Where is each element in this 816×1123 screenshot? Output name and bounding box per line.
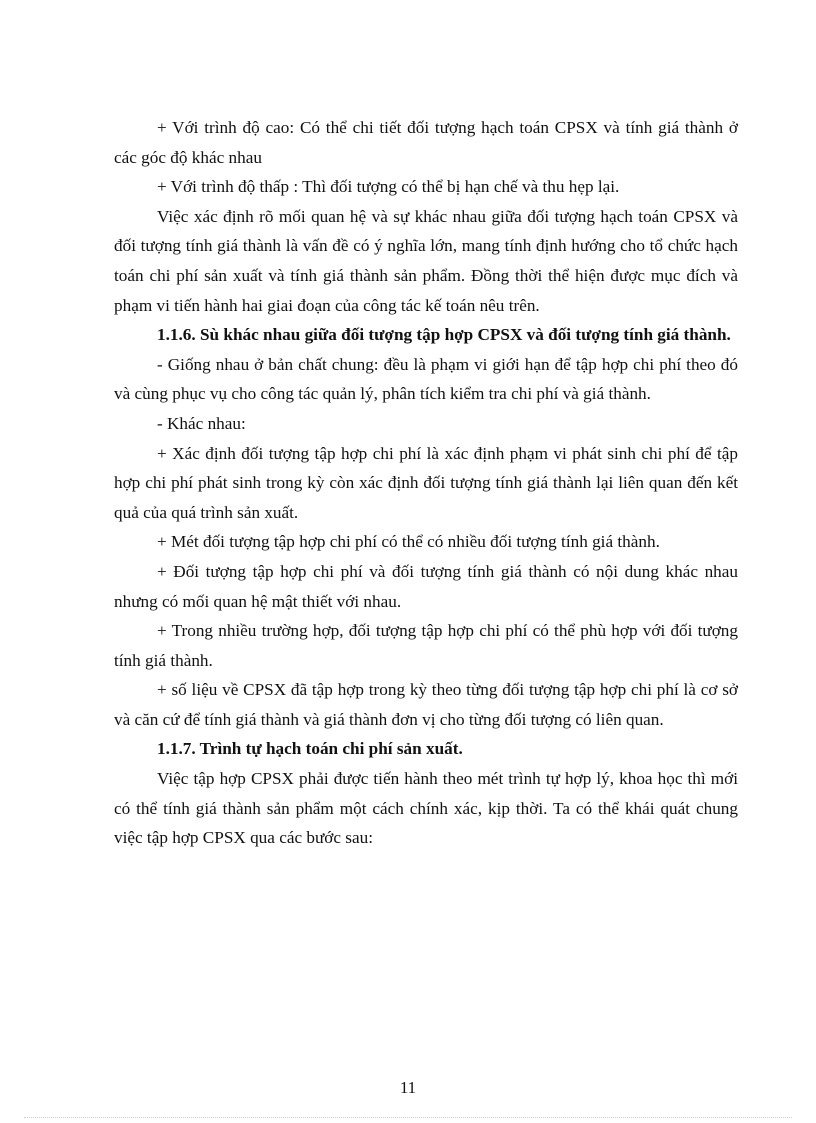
paragraph-similarities: - Giống nhau ở bản chất chung: đều là phạm vi giới hạn để tập hợp chi phí theo đó và cùng phục vụ cho công tác quản lý, phân tích kiểm tra chi phí và giá thành. [114, 354, 738, 404]
page-number: 11 [399, 1078, 417, 1097]
paragraph-low-level: + Với trình độ thấp : Thì đối tượng có thể bị hạn chế và thu hẹp lại. [157, 177, 620, 197]
paragraph-difference-3: + Đối tượng tập hợp chi phí và đối tượng tính giá thành có nội dung khác nhau nhưng có mối quan hệ mật thiết với nhau. [114, 561, 738, 611]
paragraph-difference-2: + Mét đối tượng tập hợp chi phí có thể có nhiều đối tượng tính giá thành. [157, 532, 660, 552]
page-body [114, 113, 738, 853]
paragraph-difference-1: + Xác định đối tượng tập hợp chi phí là xác định phạm vi phát sinh chi phí để tập hợp chi phí phát sinh trong kỳ còn xác định đối tượng tính giá thành lại liên quan đến kết quả của quá trình sản xuất. [114, 443, 738, 522]
paragraph-high-level: + Với trình độ cao: Có thể chi tiết đối tượng hạch toán CPSX và tính giá thành ở các góc độ khác nhau [114, 118, 738, 167]
section-heading-1-1-7: 1.1.7. Trình tự hạch toán chi phí sản xuất. [157, 739, 463, 759]
section-heading-1-1-6: 1.1.6. Sù khác nhau giữa đối tượng tập hợp CPSX và đối tượng tính giá thành. [157, 325, 731, 345]
paragraph-difference-5: + số liệu về CPSX đã tập hợp trong kỳ theo từng đối tượng tập hợp chi phí là cơ sở và căn cứ để tính giá thành và giá thành đơn vị cho từng đối tượng có liên quan. [114, 680, 738, 729]
paragraph-differences-label: - Khác nhau: [157, 413, 246, 433]
paragraph-relationship: Việc xác định rõ mối quan hệ và sự khác nhau giữa đối tượng hạch toán CPSX và đối tượng tính giá thành là vấn đề có ý nghĩa lớn, mang tính định hướng cho tổ chức hạch toán chi phí sản xuất và tính giá thành sản phẩm. Đồng thời thể hiện được mục đích và phạm vi tiến hành hai giai đoạn của công tác kế toán nêu trên. [114, 206, 738, 315]
paragraph-difference-4: + Trong nhiều trường hợp, đối tượng tập hợp chi phí có thể phù hợp với đối tượng tính giá thành. [114, 621, 738, 670]
page-bottom-divider [24, 1117, 792, 1118]
paragraph-procedure: Việc tập hợp CPSX phải được tiến hành theo mét trình tự hợp lý, khoa học thì mới có thể tính giá thành sản phẩm một cách chính xác, kịp thời. Ta có thể khái quát chung việc tập hợp CPSX qua các bước sau: [114, 769, 738, 848]
